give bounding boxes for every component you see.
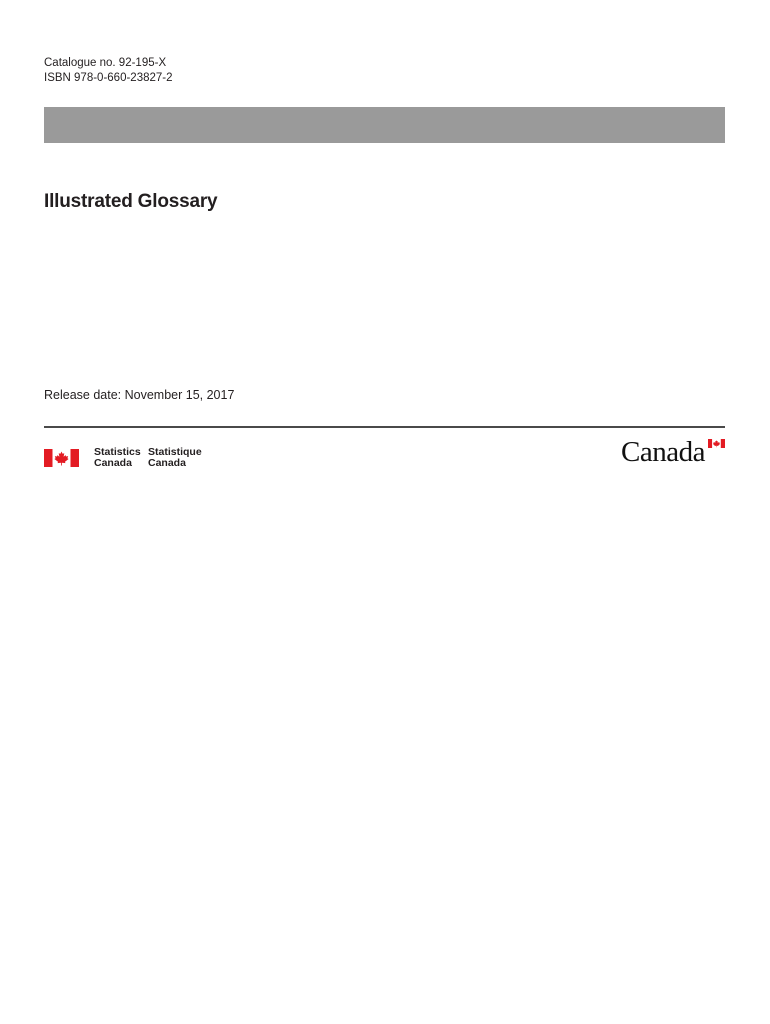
wordmark-text: Canada [621, 436, 705, 468]
isbn-number: ISBN 978-0-660-23827-2 [44, 72, 173, 84]
sig-english-line2: Canada [94, 457, 132, 469]
divider [44, 426, 725, 428]
statistique-canada-french [148, 447, 202, 469]
header-band [44, 107, 725, 143]
sig-french-line2: Canada [148, 457, 186, 469]
wordmark-flag-icon [708, 439, 725, 448]
catalogue-number: Catalogue no. 92-195-X [44, 57, 167, 69]
canada-flag-icon [44, 449, 79, 467]
catalogue-info [44, 56, 173, 86]
sig-english-line1: Statistics [94, 446, 141, 458]
statistics-canada-english [94, 447, 141, 469]
page-title: Illustrated Glossary [44, 191, 218, 212]
release-date: Release date: November 15, 2017 [44, 388, 235, 402]
canada-wordmark [621, 437, 726, 469]
sig-french-line1: Statistique [148, 446, 202, 458]
